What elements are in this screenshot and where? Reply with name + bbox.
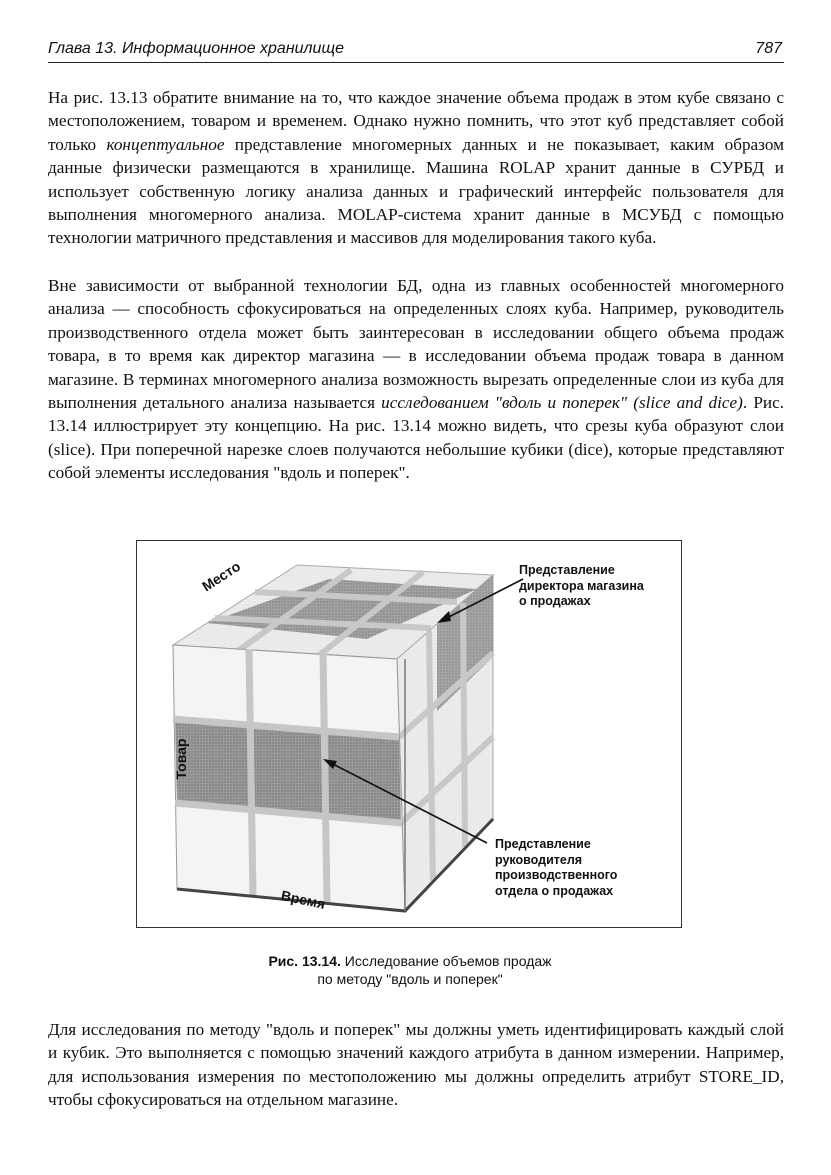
axis-label-time: Время [279, 887, 327, 912]
axis-label-product: Товар [173, 738, 189, 780]
paragraph-2 [48, 274, 784, 485]
caption-text: Исследование объемов продаж по методу "вдоль и поперек" [317, 953, 552, 987]
figure-slice-and-dice [136, 540, 682, 928]
paragraph-1 [48, 86, 784, 250]
paragraph-1-emphasis: концептуальное [106, 134, 225, 154]
paragraph-1-text-a: На рис. 13.13 обратите внимание на то, что каждое значение объема продаж в этом кубе связано с местоположением, товаром и временем. Однако нужно помнить, что этот куб представляет собой только [48, 88, 784, 154]
paragraph-2-emphasis: исследованием "вдоль и поперек" (slice and dice) [381, 393, 743, 413]
paragraph-3: Для исследования по методу "вдоль и поперек" мы должны уметь идентифицировать каждый слой и кубик. Это выполняется с помощью значений каждого атрибута в данном измерении. Например, для использования измерения по местоположению мы должны определить атрибут STORE_ID, чтобы сфокусироваться на отдельном магазине. [48, 1020, 784, 1110]
running-head [48, 36, 784, 63]
paragraph-1-text-b: представление многомерных данных и не показывает, каким образом данные физически размещаются в хранилище. Машина ROLAP хранит данные в СУРБД и использует собственную логику анализа данных и графический интерфейс пользователя для выполнения многомерного анализа. MOLAP-система хранит данные в МСУБД с помощью технологии матричного представления и массивов для моделирования такого куба. [48, 134, 784, 248]
figure-caption [160, 952, 660, 988]
paragraph-2-text-b: . Рис. 13.14 иллюстрирует эту концепцию. На рис. 13.14 можно видеть, что срезы куба образуют слои (slice). При поперечной нарезке слоев получаются небольшие кубики (dice), которые представляют собой элементы исследования "вдоль и поперек". [48, 393, 784, 483]
caption-label: Рис. 13.14. [268, 953, 341, 969]
page-number: 787 [755, 40, 782, 57]
callout-store-director: Представление директора магазина о продажах [519, 563, 644, 608]
paragraph-2-text-a: Вне зависимости от выбранной технологии БД, одна из главных особенностей многомерного анализа — способность сфокусироваться на определенных слоях куба. Например, руководитель производственного отдела может быть заинтересован в исследовании общего объема продаж товара, в то время как директор магазина — в исследовании объема продаж товара в данном магазине. В терминах многомерного анализа возможность вырезать определенные слои из куба для выполнения детального анализа называется [48, 276, 784, 413]
callout-production-manager: Представление руководителя производственного отдела о продажах [495, 837, 618, 898]
axis-label-place: Место [199, 557, 244, 595]
chapter-title: Глава 13. Информационное хранилище [48, 40, 344, 57]
